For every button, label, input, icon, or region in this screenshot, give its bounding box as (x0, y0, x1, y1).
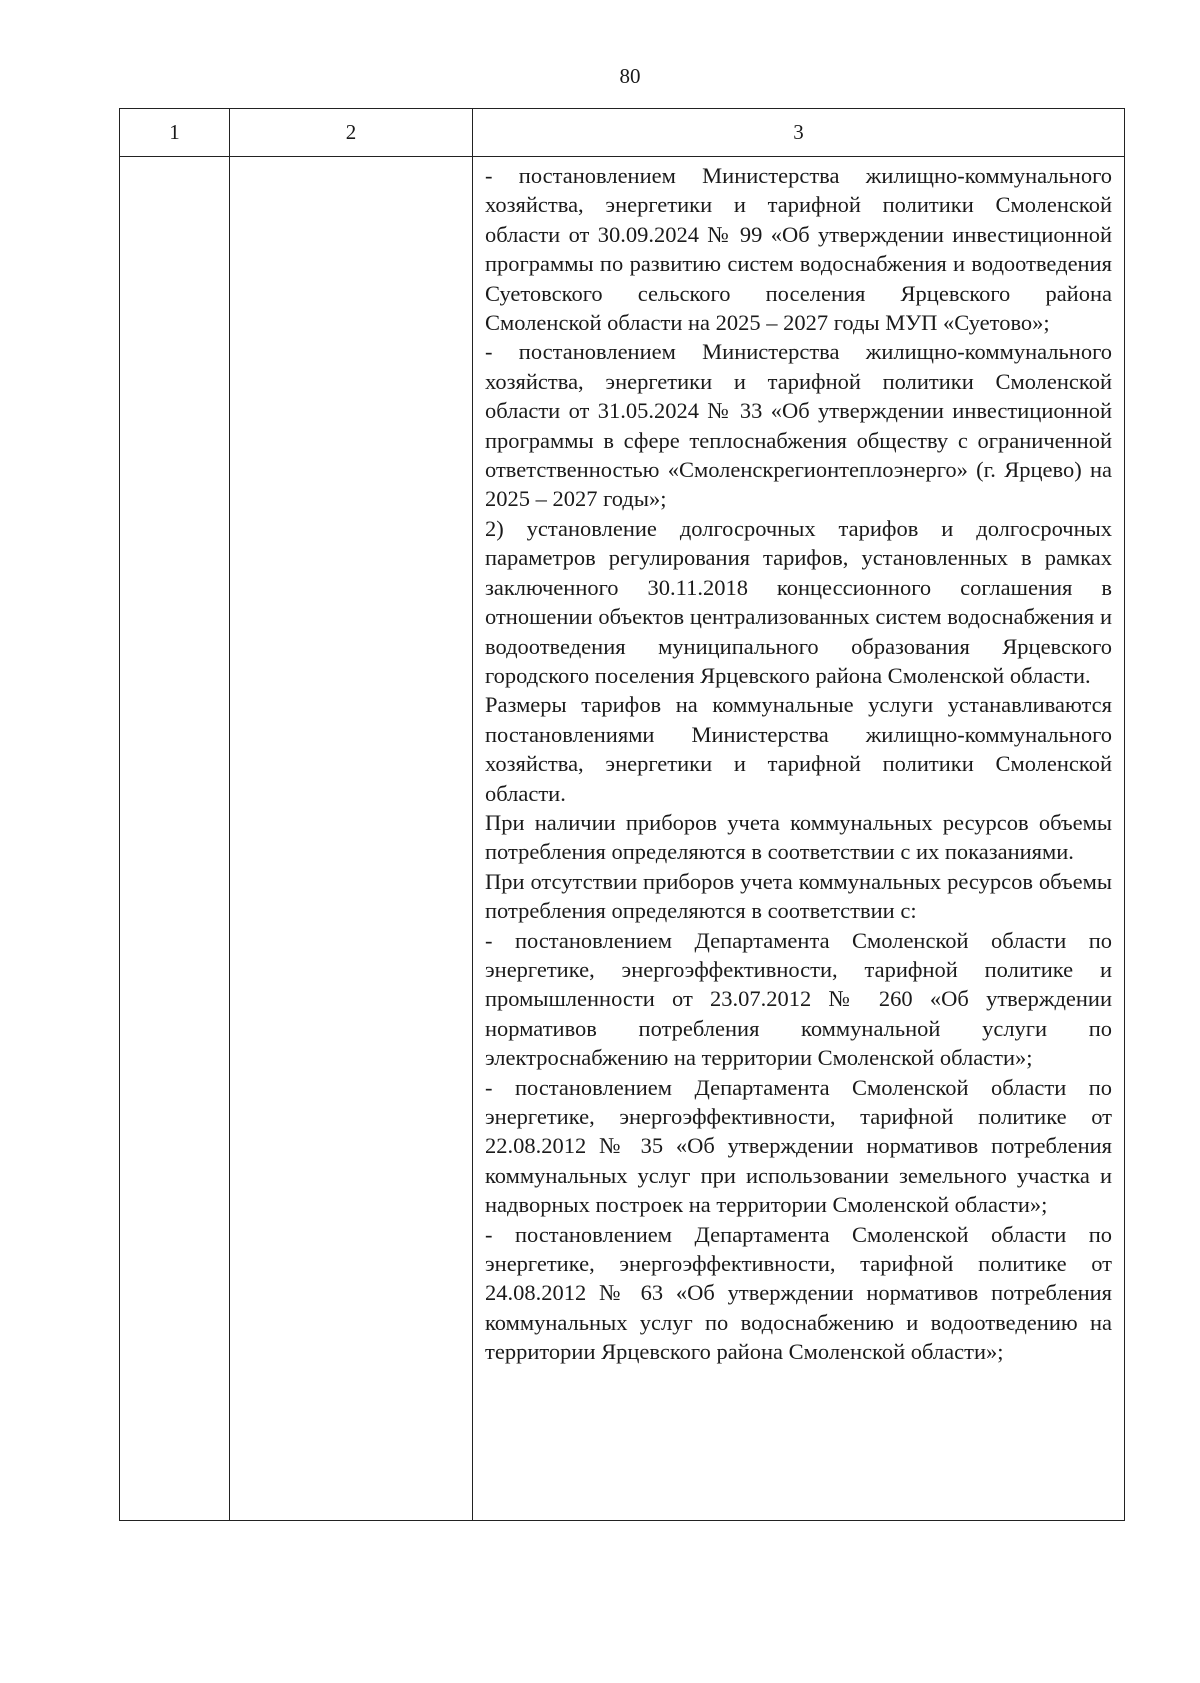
table-cell-col2 (230, 157, 473, 1521)
paragraph-department-resolution-260: - постановлением Департамента Смоленской области по энергетике, энергоэффективности, тарифной политике и промышленности от 23.07.2012 № 260 «Об утверждении нормативов потребления коммунальной услуги по электроснабжению на территории Смоленской области»; (485, 927, 1112, 1071)
paragraph-long-term-tariffs: 2) установление долгосрочных тарифов и долгосрочных параметров регулирования тарифов, установленных в рамках заключенного 30.11.2018 концессионного соглашения в отношении объектов централизованных систем водоснабжения и водоотведения муниципального образования Ярцевского городского поселения Ярцевского района Смоленской области. (485, 515, 1112, 688)
table-cell-col1 (120, 157, 230, 1521)
document-table (119, 108, 1125, 1521)
table-row (120, 157, 1125, 1521)
column-header-1: 1 (120, 109, 230, 157)
paragraph-with-meters: При наличии приборов учета коммунальных ресурсов объемы потребления определяются в соответствии с их показаниями. (485, 809, 1112, 865)
table-cell-col3 (473, 157, 1125, 1521)
paragraph-department-resolution-35: - постановлением Департамента Смоленской области по энергетике, энергоэффективности, тарифной политике от 22.08.2012 № 35 «Об утверждении нормативов потребления коммунальных услуг при использовании земельного участка и надворных построек на территории Смоленской области»; (485, 1074, 1112, 1218)
paragraph-department-resolution-63: - постановлением Департамента Смоленской области по энергетике, энергоэффективности, тарифной политике от 24.08.2012 № 63 «Об утверждении нормативов потребления коммунальных услуг по водоснабжению и водоотведению на территории Ярцевского района Смоленской области»; (485, 1221, 1112, 1365)
paragraph-ministry-resolution-99: - постановлением Министерства жилищно-коммунального хозяйства, энергетики и тарифной политики Смоленской области от 30.09.2024 № 99 «Об утверждении инвестиционной программы по развитию систем водоснабжения и водоотведения Суетовского сельского поселения Ярцевского района Смоленской области на 2025 – 2027 годы МУП «Суетово»; (485, 163, 1112, 336)
paragraph-ministry-resolution-33: - постановлением Министерства жилищно-коммунального хозяйства, энергетики и тарифной политики Смоленской области от 31.05.2024 № 33 «Об утверждении инвестиционной программы в сфере теплоснабжения обществу с ограниченной ответственностью «Смоленскрегионтеплоэнерго» (г. Ярцево) на 2025 – 2027 годы»; (485, 339, 1112, 512)
page-number: 80 (619, 64, 641, 88)
cell-text-block (473, 157, 1124, 1367)
paragraph-tariff-sizes: Размеры тарифов на коммунальные услуги устанавливаются постановлениями Министерства жилищно-коммунального хозяйства, энергетики и тарифной политики Смоленской области. (485, 692, 1112, 806)
paragraph-without-meters: При отсутствии приборов учета коммунальных ресурсов объемы потребления определяются в соответствии с: (485, 868, 1112, 924)
table-header-row (120, 109, 1125, 157)
column-header-2: 2 (230, 109, 473, 157)
column-header-3: 3 (473, 109, 1125, 157)
